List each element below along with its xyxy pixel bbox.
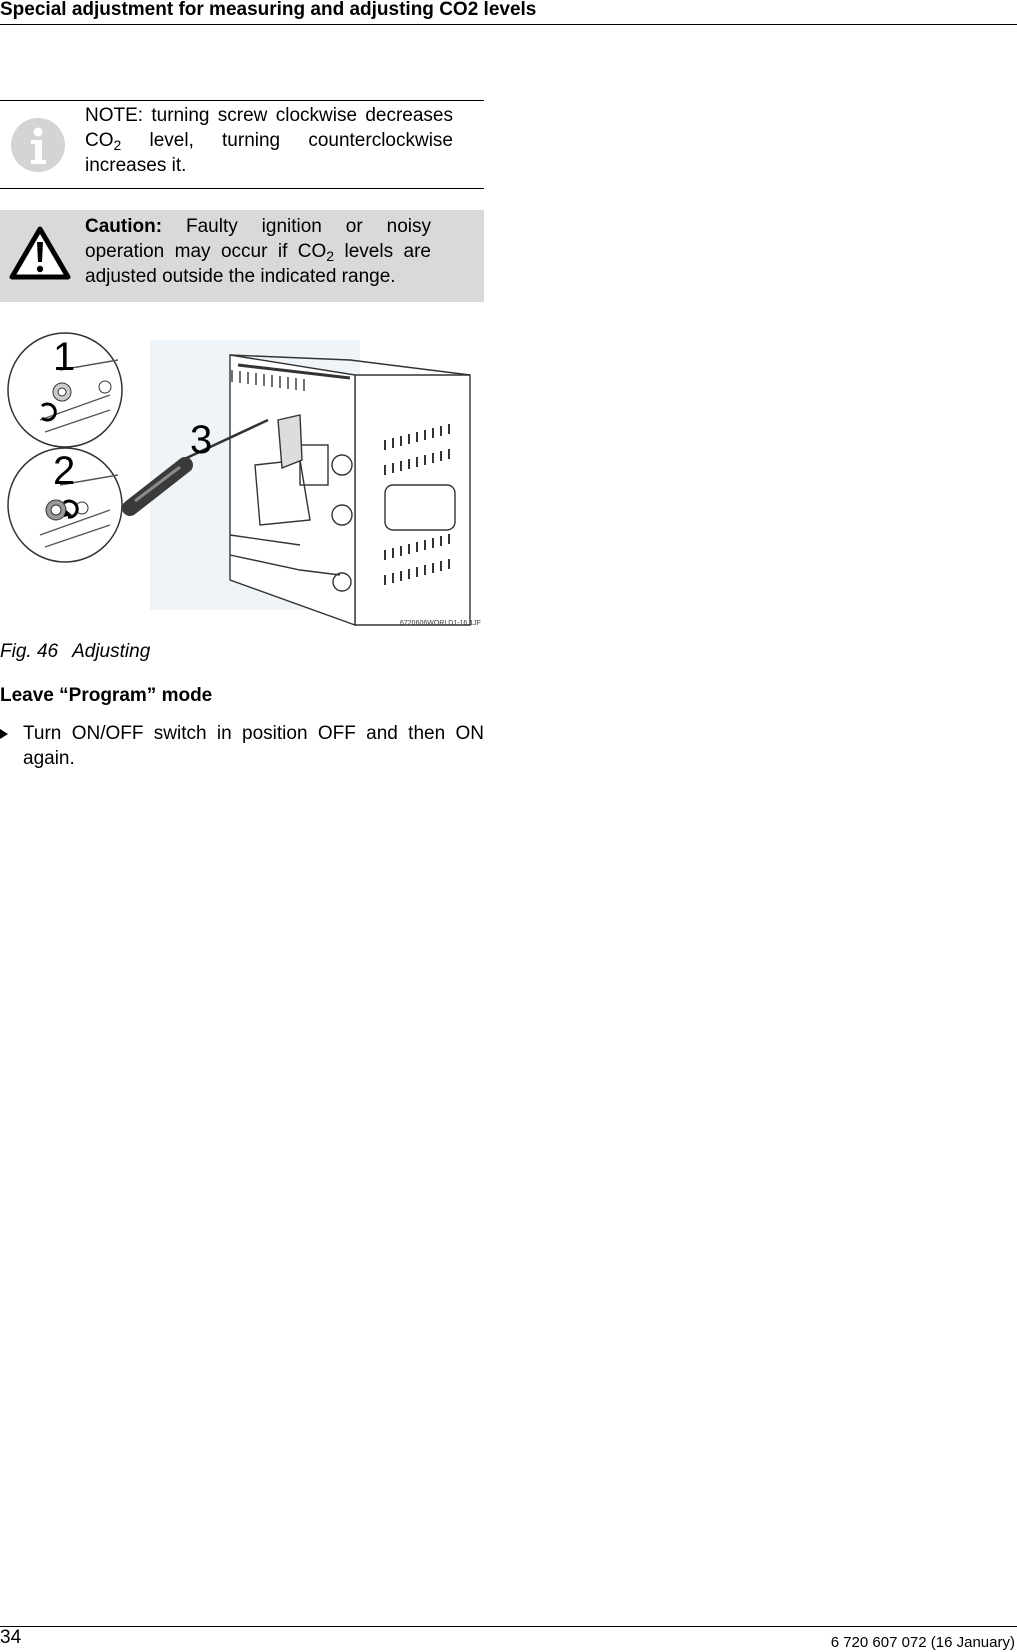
note-text-part2: level, turning counterclockwise increases it. [85,130,453,176]
document-id: 6 720 607 072 (16 January) [830,1634,1015,1651]
adjustment-illustration [0,320,484,630]
note-text-part1: NOTE: turning screw clockwise decreases CO [85,105,453,151]
header-divider [0,24,1017,25]
instruction-bullet [0,721,484,771]
info-icon [10,117,66,173]
caution-label: Caution: [85,216,163,237]
section-heading: Leave “Program” mode [0,685,213,706]
bullet-arrow-icon [0,729,8,739]
bullet-text: Turn ON/OFF switch in position OFF and then ON again. [23,723,484,769]
figure-title: Adjusting [72,641,151,662]
footer-divider [0,1626,1017,1627]
note-box [0,100,484,189]
caution-box [0,210,484,302]
warning-triangle-icon [8,224,72,282]
page-header-title: Special adjustment for measuring and adjusting CO2 levels [0,0,537,20]
caution-text-part1: Faulty ignition or noisy operation may occur if CO [85,216,431,262]
page-number: 34 [0,1627,22,1648]
caution-text-part2: levels are adjusted outside the indicated range. [85,241,431,287]
figure-caption [0,640,150,664]
figure-number: Fig. 46 [0,641,59,662]
callout-1: 1 [53,335,76,379]
caution-subscript: 2 [326,248,335,264]
boiler-unit [230,355,470,625]
caution-text [85,214,431,289]
note-subscript: 2 [113,137,122,153]
figure-code: 6720606WORLD1-16.1JF [400,620,481,627]
adjustment-figure [0,320,484,630]
callout-2: 2 [53,449,76,493]
note-text [85,103,453,178]
callout-3: 3 [190,418,213,462]
